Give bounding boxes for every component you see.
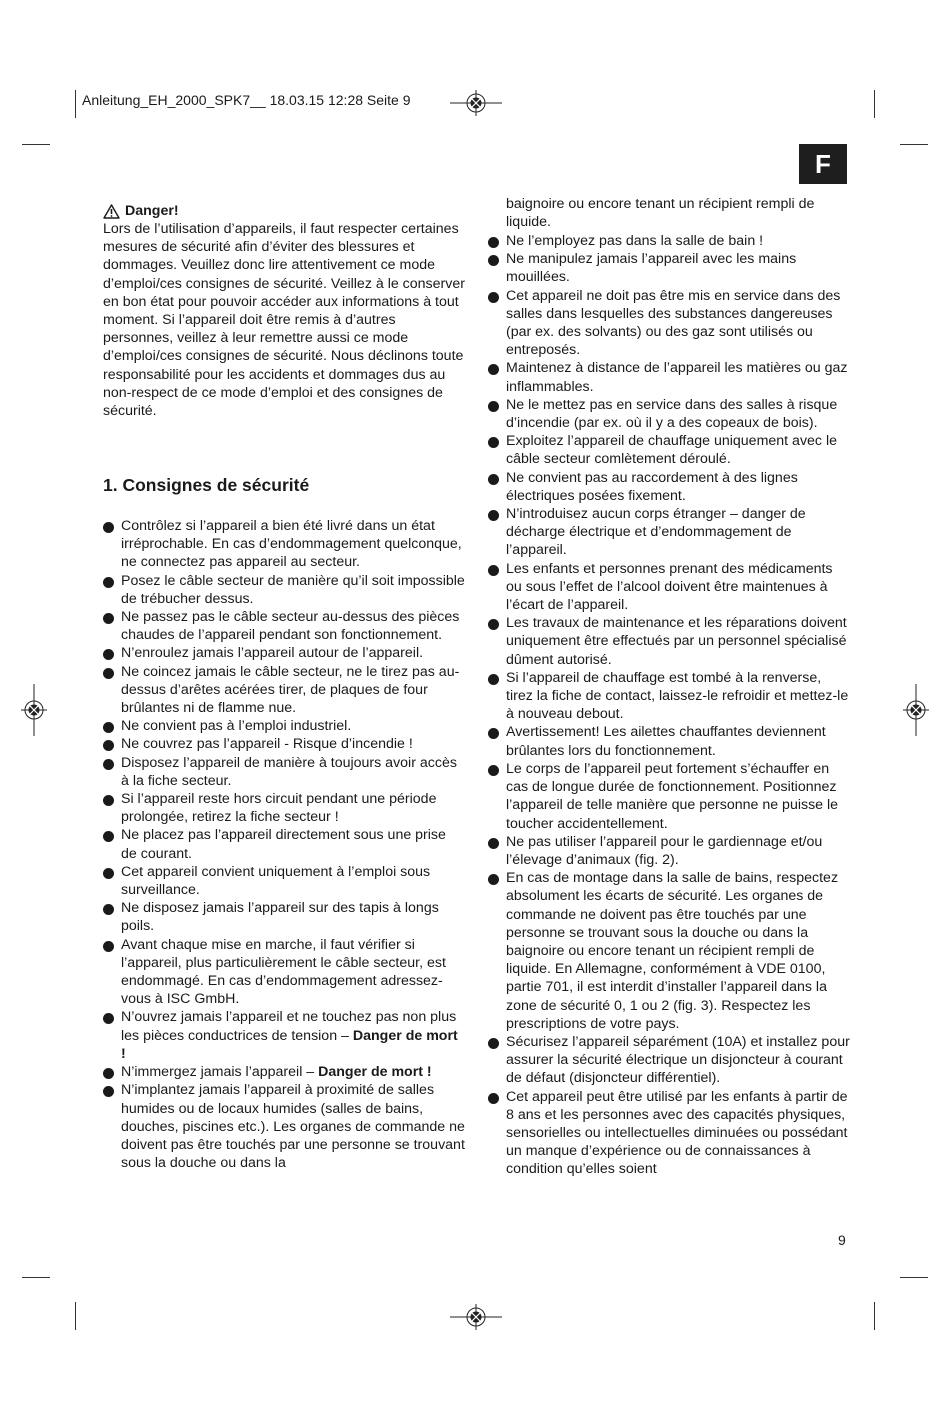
bullet-icon <box>488 1038 499 1049</box>
list-item: Ne manipulez jamais l’appareil avec les mains mouillées. <box>488 250 850 286</box>
bullet-icon <box>103 1086 114 1097</box>
danger-heading <box>103 202 179 220</box>
registration-mark-icon <box>21 684 47 736</box>
bullet-icon <box>488 728 499 739</box>
bullet-icon <box>103 668 114 679</box>
bullet-icon <box>103 649 114 660</box>
list-item: Si l’appareil de chauffage est tombé à la renverse, tirez la fiche de contact, laissez-le refroidir et mettez-le à nouveau debout. <box>488 669 850 724</box>
list-item: Sécurisez l’appareil séparément (10A) et installez pour assurer la sécurité électrique un disjoncteur à courant de défaut (disjoncteur différentiel). <box>488 1033 850 1088</box>
bullet-icon <box>488 510 499 521</box>
bullet-icon <box>488 474 499 485</box>
bullet-icon <box>488 364 499 375</box>
warning-triangle-icon <box>103 204 120 219</box>
bullet-icon <box>488 619 499 630</box>
list-item: N’immergez jamais l’appareil – Danger de mort ! <box>103 1063 465 1081</box>
list-item: Les travaux de maintenance et les réparations doivent uniquement être effectués par un personnel spécialisé dûment autorisé. <box>488 614 850 669</box>
crop-mark <box>75 90 76 118</box>
language-tab: F <box>799 144 847 184</box>
crop-mark <box>874 90 875 118</box>
list-item: Ne l’employez pas dans la salle de bain ! <box>488 232 850 250</box>
list-item: Ne convient pas à l’emploi industriel. <box>103 717 465 735</box>
crop-mark <box>900 1277 928 1278</box>
list-item: N’enroulez jamais l’appareil autour de l’appareil. <box>103 644 465 662</box>
bullet-icon <box>488 874 499 885</box>
bullet-icon <box>488 565 499 576</box>
bullet-icon <box>103 722 114 733</box>
right-bullet-list <box>488 232 850 1179</box>
list-item: Ne pas utiliser l’appareil pour le gardiennage et/ou l’élevage d’animaux (fig. 2). <box>488 833 850 869</box>
bullet-icon <box>103 613 114 624</box>
bullet-icon <box>103 740 114 751</box>
registration-mark-icon <box>450 1304 502 1330</box>
danger-emphasis: Danger de mort ! <box>121 1027 458 1062</box>
bullet-icon <box>488 292 499 303</box>
list-item: Cet appareil peut être utilisé par les enfants à partir de 8 ans et les personnes avec des capacités physiques, sensorielles ou intellectuelles diminuées ou possédant un manque d’expérience ou de connaissances à condition qu’elles soient <box>488 1088 850 1179</box>
bullet-icon <box>488 437 499 448</box>
crop-mark <box>22 144 50 145</box>
danger-emphasis: Danger de mort ! <box>318 1064 432 1081</box>
bullet-icon <box>103 904 114 915</box>
bullet-icon <box>488 1093 499 1104</box>
print-slug: Anleitung_EH_2000_SPK7__ 18.03.15 12:28 Seite 9 <box>82 92 411 108</box>
list-item: Disposez l’appareil de manière à toujours avoir accès à la fiche secteur. <box>103 754 465 790</box>
bullet-icon <box>488 401 499 412</box>
bullet-icon <box>488 255 499 266</box>
bullet-icon <box>103 831 114 842</box>
list-item: N’introduisez aucun corps étranger – danger de décharge électrique et d’endommagement de l’appareil. <box>488 505 850 560</box>
registration-mark-icon <box>903 684 929 736</box>
list-item: Ne le mettez pas en service dans des salles à risque d’incendie (par ex. où il y a des copeaux de bois). <box>488 396 850 432</box>
list-item: Maintenez à distance de l’appareil les matières ou gaz inflammables. <box>488 359 850 395</box>
list-item: Ne convient pas au raccordement à des lignes électriques posées fixement. <box>488 469 850 505</box>
list-item: Exploitez l’appareil de chauffage uniquement avec le câble secteur comlètement déroulé. <box>488 432 850 468</box>
list-item: Ne coincez jamais le câble secteur, ne le tirez pas au-dessus d’arêtes acérées tirer, de plaques de four brûlantes ni de flamme nue. <box>103 663 465 718</box>
danger-title: Danger! <box>125 203 179 219</box>
bullet-icon <box>488 674 499 685</box>
list-item: Ne disposez jamais l’appareil sur des tapis à longs poils. <box>103 899 465 935</box>
continued-text: baignoire ou encore tenant un récipient rempli de liquide. <box>506 196 815 231</box>
list-item: Posez le câble secteur de manière qu’il soit impossible de trébucher dessus. <box>103 572 465 608</box>
bullet-icon <box>103 868 114 879</box>
bullet-icon <box>103 941 114 952</box>
list-item: Ne passez pas le câble secteur au-dessus des pièces chaudes de l’appareil pendant son fonctionnement. <box>103 608 465 644</box>
bullet-icon <box>103 577 114 588</box>
bullet-icon <box>488 237 499 248</box>
list-item: Ne placez pas l’appareil directement sous une prise de courant. <box>103 826 465 862</box>
bullet-icon <box>488 765 499 776</box>
crop-mark <box>22 1277 50 1278</box>
list-item: Avant chaque mise en marche, il faut vérifier si l’appareil, plus particulièrement le câble secteur, est endommagé. En cas d’endommagement adressez-vous à ISC GmbH. <box>103 936 465 1009</box>
list-item: Si l’appareil reste hors circuit pendant une période prolongée, retirez la fiche secteur ! <box>103 790 465 826</box>
bullet-icon <box>103 522 114 533</box>
bullet-icon <box>103 1068 114 1079</box>
list-item: Ne couvrez pas l’appareil - Risque d’incendie ! <box>103 735 465 753</box>
list-item: Cet appareil convient uniquement à l’emploi sous surveillance. <box>103 863 465 899</box>
list-item: En cas de montage dans la salle de bains, respectez absolument les écarts de sécurité. Les organes de commande ne doivent pas être touchés par une personne se trouvant sous la douche ou dans la baignoire ou encore tenant un récipient rempli de liquide. En Allemagne, conformément à VDE 0100, partie 701, il est interdit d’installer l’appareil dans la zone de sécurité 0, 1 ou 2 (fig. 3). Respectez les prescriptions de votre pays. <box>488 869 850 1033</box>
bullet-icon <box>488 838 499 849</box>
section-title: 1. Consignes de sécurité <box>103 475 310 495</box>
list-item: N’ouvrez jamais l’appareil et ne touchez pas non plus les pièces conductrices de tension – Danger de mort ! <box>103 1008 465 1063</box>
bullet-icon <box>103 1013 114 1024</box>
crop-mark <box>900 144 928 145</box>
list-item: N’implantez jamais l’appareil à proximité de salles humides ou de locaux humides (salles de bains, douches, piscines etc.). Les organes de commande ne doivent pas être touchés par une personne se trouvant sous la douche ou dans la <box>103 1081 465 1172</box>
list-item: Les enfants et personnes prenant des médicaments ou sous l’effet de l’alcool doivent être maintenues à l’écart de l’appareil. <box>488 560 850 615</box>
registration-mark-icon <box>450 90 502 116</box>
list-item: Avertissement! Les ailettes chauffantes deviennent brûlantes lors du fonctionnement. <box>488 723 850 759</box>
crop-mark <box>874 1302 875 1330</box>
danger-paragraph: Lors de l’utilisation d’appareils, il faut respecter certaines mesures de sécurité afin d’éviter des blessures et dommages. Veuillez donc lire attentivement ce mode d’emploi/ces consignes de sécurité. Veillez à le conserver en bon état pour pouvoir accéder aux informations à tout moment. Si l’appareil doit être remis à d’autres personnes, veillez à leur remettre aussi ce mode d’emploi/ces consignes de sécurité. Nous déclinons toute responsabilité pour les accidents et dommages dus au non-respect de ce mode d’emploi et des consignes de sécurité. <box>103 221 465 420</box>
list-item: Le corps de l’appareil peut fortement s’échauffer en cas de longue durée de fonctionnement. Positionnez l’appareil de telle manière que personne ne puisse le toucher accidentellement. <box>488 760 850 833</box>
list-item: Contrôlez si l’appareil a bien été livré dans un état irréprochable. En cas d’endommagement quelconque, ne connectez pas appareil au secteur. <box>103 517 465 572</box>
bullet-icon <box>103 795 114 806</box>
bullet-icon <box>103 759 114 770</box>
list-item: Cet appareil ne doit pas être mis en service dans des salles dans lesquelles des substances dangereuses (par ex. des solvants) ou des gaz sont utilisés ou entreposés. <box>488 287 850 360</box>
crop-mark <box>75 1302 76 1330</box>
page-number: 9 <box>838 1232 846 1248</box>
left-bullet-list <box>103 517 465 1172</box>
